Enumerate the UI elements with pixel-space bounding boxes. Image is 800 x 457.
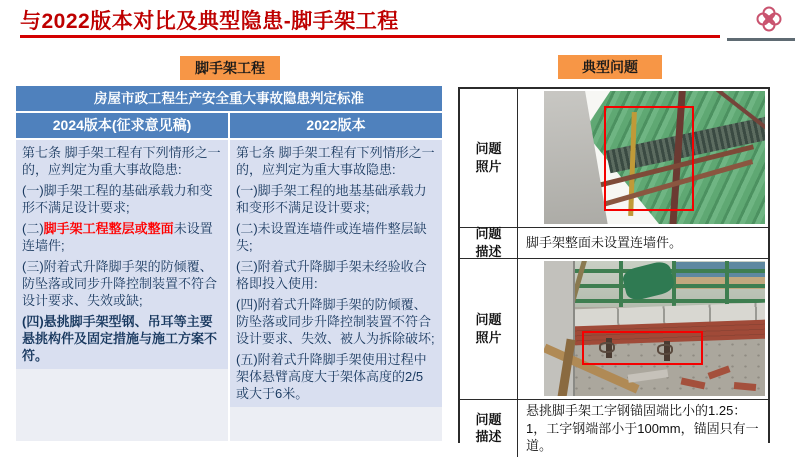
column-header-2022: 2022版本 [230, 113, 442, 138]
provision-item-1: (一)脚手架工程的地基基础承载力和变形不满足设计要求; [236, 183, 427, 215]
provision-intro: 第七条 脚手架工程有下列情形之一的，应判定为重大事故隐患: [22, 145, 221, 177]
provision-item-4: (四)附着式升降脚手架的防倾覆、防坠落或同步升降控制装置不符合设计要求、失效、被人为拆除破坏; [236, 297, 435, 346]
provision-item-2: (二)未设置连墙件或连墙件整层缺失; [236, 221, 427, 253]
typical-issues-table [458, 87, 770, 454]
issue-1-desc-label: 问题描述 [460, 228, 518, 259]
comparison-table-title: 房屋市政工程生产安全重大事故隐患判定标准 [16, 86, 442, 111]
provision-item-4-highlighted: (四)悬挑脚手架型钢、吊耳等主要悬挑构件及固定措施与施工方案不符。 [22, 314, 218, 363]
column-2024-filler [16, 369, 228, 441]
column-2022-filler [230, 407, 442, 441]
title-underline-rule [20, 35, 720, 38]
section-badge-typical-issues: 典型问题 [558, 55, 662, 79]
provision-item-5: (五)附着式升降脚手架使用过程中架体悬臂高度大于架体高度的2/5或大于6米。 [236, 352, 427, 401]
issue-1-photo [544, 91, 765, 224]
red-annotation-box [604, 106, 695, 211]
column-2024-content [16, 140, 228, 369]
issue-2-photo-cell [518, 259, 768, 400]
issue-2-desc-label: 问题描述 [460, 400, 518, 457]
issue-2-description: 悬挑脚手架工字钢锚固端比小的1.25：1，工字钢端部小于100mm，锚固只有一道。 [518, 400, 768, 457]
issue-2-photo-label: 问题照片 [460, 259, 518, 400]
issue-1-photo-label: 问题照片 [460, 89, 518, 228]
section-badge-scaffold: 脚手架工程 [180, 56, 280, 80]
comparison-table-header-row [16, 113, 442, 138]
item-2-prefix: (二) [22, 221, 44, 236]
logo-underline-rule [727, 38, 795, 41]
column-2024 [16, 140, 228, 441]
provision-item-2 [22, 220, 222, 254]
comparison-table [16, 86, 442, 441]
item-2-highlight: 脚手架工程整层或整面 [43, 221, 174, 236]
provision-item-1: (一)脚手架工程的基础承载力和变形不满足设计要求; [22, 183, 213, 215]
column-2022-content [230, 140, 442, 407]
brick-debris [734, 382, 757, 391]
company-logo-icon [755, 5, 783, 33]
issue-2-photo [544, 261, 765, 396]
concrete-column [544, 261, 575, 396]
page-title: 与2022版本对比及典型隐患-脚手架工程 [20, 10, 399, 33]
issue-1-photo-cell [518, 89, 768, 228]
item-2-suffix: 未设置连墙件; [22, 221, 213, 253]
comparison-table-body [16, 140, 442, 441]
provision-item-3: (三)附着式升降脚手架未经验收合格即投入使用: [236, 259, 427, 291]
guardrail [571, 299, 765, 303]
provision-item-3: (三)附着式升降脚手架的防倾覆、防坠落或同步升降控制装置不符合设计要求、失效或缺; [22, 259, 218, 308]
guardrail-post [619, 261, 623, 307]
issue-1-description: 脚手架整面未设置连墙件。 [518, 228, 768, 259]
provision-intro: 第七条 脚手架工程有下列情形之一的，应判定为重大事故隐患: [236, 145, 435, 177]
column-2022 [230, 140, 442, 441]
guardrail-post [725, 261, 729, 307]
red-annotation-box [582, 331, 704, 365]
column-header-2024: 2024版本(征求意见稿) [16, 113, 228, 138]
